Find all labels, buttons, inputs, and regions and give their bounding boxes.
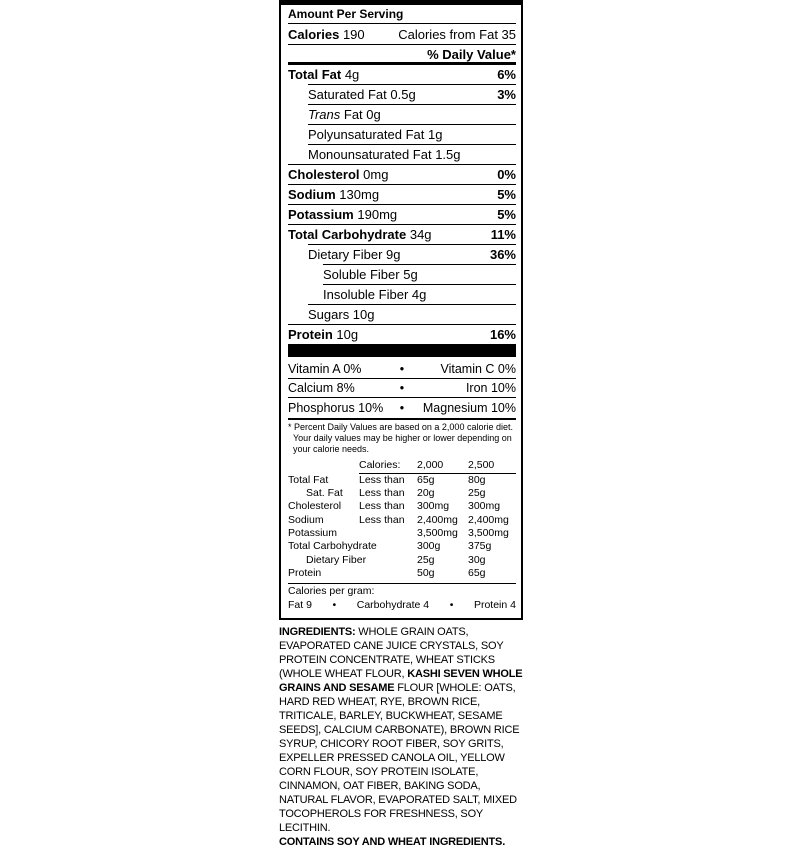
ingredients-panel: [279, 625, 523, 849]
calories-per-gram-values: Fat 9 • Carbohydrate 4 • Protein 4: [288, 599, 516, 611]
ingredients-line: PROTEIN CONCENTRATE, WHEAT STICKS: [279, 654, 495, 666]
nutrient-row-protein: Protein 10g 16%: [288, 326, 516, 342]
nutrient-row-soluble-fiber: Soluble Fiber 5g: [323, 266, 418, 282]
divider: [288, 418, 516, 420]
nutrient-row-sodium: Sodium 130mg 5%: [288, 186, 516, 202]
calories-value: 190: [342, 26, 365, 42]
nutrition-facts-label: Amount Per Serving Calories 190 Calories from Fat 35 % Daily Value* Total Fat 4g 6% Saturated Fat 0.5g 3% Trans Fat 0g Polyunsaturated Fat 1g Monounsaturated Fat 1.5g Cholesterol 0mg 0% Sodium 130mg 5% Potassium 190mg 5% Total Carbohydrate 34g 11% Dietary Fiber 9g 36% Soluble Fiber 5g Insoluble Fiber 4g Sugars 10g Protein 10g 16% Vitamin A 0% • Vitamin C 0% Calcium 8% • Iron 10% Phosphorus 10% • Magnesium 10% * Percent Daily Values are based on a 2,000 calorie diet. Your daily values may be higher or lower depending on your calorie needs. Calories: 2,000 2,500 Total Fat Less than 65g 80g Sat. Fat Less than 20g 25g Cholesterol Less than 300mg 300mg Sodium Less than 2,400mg 2,400mg Potassium 3,500mg 3,500mg Total Carbohydrate 300g 375g Dietary Fiber 25g 30g Protein 50g 65g Calories per gram: Fat 9 • Carbohydrate 4 • Protein 4: [279, 0, 523, 620]
ingredients-line: INGREDIENTS: WHOLE GRAIN OATS,: [279, 626, 469, 638]
amount-per-serving: Amount Per Serving: [288, 7, 404, 21]
divider: [288, 583, 516, 584]
ingredients-line: CORN FLOUR, SOY PROTEIN ISOLATE,: [279, 766, 479, 778]
ingredients-line: GRAINS AND SESAME FLOUR [WHOLE: OATS,: [279, 682, 516, 694]
ingredients-line: LECITHIN.: [279, 822, 331, 834]
vitamin-row: Phosphorus 10% • Magnesium 10%: [288, 401, 516, 415]
nutrient-row-sugars: Sugars 10g: [308, 306, 375, 322]
thick-bar: [288, 344, 516, 357]
calories-from-fat: Calories from Fat 35: [398, 26, 516, 42]
ingredients-line: CINNAMON, OAT FIBER, BAKING SODA,: [279, 780, 481, 792]
ingredients-line: EVAPORATED CANE JUICE CRYSTALS, SOY: [279, 640, 504, 652]
nutrient-row-saturated-fat: Saturated Fat 0.5g 3%: [308, 86, 516, 102]
nutrient-row-insoluble-fiber: Insoluble Fiber 4g: [323, 286, 427, 302]
calories-per-gram: Calories per gram:: [288, 585, 375, 597]
nutrient-row-monounsaturated-fat: Monounsaturated Fat 1.5g: [308, 146, 461, 162]
ingredients-line: NATURAL FLAVOR, EVAPORATED SALT, MIXED: [279, 794, 517, 806]
calories-label: Calories: [288, 26, 340, 42]
nutrient-row-total-carbohydrate: Total Carbohydrate 34g 11%: [288, 226, 516, 242]
nutrient-row-total-fat: Total Fat 4g 6%: [288, 66, 516, 82]
nutrient-row-dietary-fiber: Dietary Fiber 9g 36%: [308, 246, 516, 262]
allergen-statement: CONTAINS SOY AND WHEAT INGREDIENTS.: [279, 836, 506, 848]
ingredients-line: HARD RED WHEAT, RYE, BROWN RICE,: [279, 696, 480, 708]
ingredients-line: TRITICALE, BARLEY, BUCKWHEAT, SESAME: [279, 710, 503, 722]
ingredients-line: TOCOPHEROLS FOR FRESHNESS, SOY: [279, 808, 484, 820]
footnote: * Percent Daily Values are based on a 2,000 calorie diet. Your daily values may be higher or lower depending on your calorie needs.: [288, 422, 513, 454]
ingredients-line: (WHOLE WHEAT FLOUR, KASHI SEVEN WHOLE: [279, 668, 523, 680]
nutrient-row-potassium: Potassium 190mg 5%: [288, 206, 516, 222]
nutrient-row-cholesterol: Cholesterol 0mg 0%: [288, 166, 516, 182]
daily-value-header: % Daily Value*: [427, 46, 516, 62]
ingredients-line: SEEDS], CALCIUM CARBONATE), BROWN RICE: [279, 724, 520, 736]
vitamin-row: Vitamin A 0% • Vitamin C 0%: [288, 362, 516, 376]
nutrient-row-trans-fat: Trans Fat 0g: [308, 106, 381, 122]
ingredients-line: EXPELLER PRESSED CANOLA OIL, YELLOW: [279, 752, 505, 764]
vitamin-row: Calcium 8% • Iron 10%: [288, 381, 516, 395]
nutrient-row-polyunsaturated-fat: Polyunsaturated Fat 1g: [308, 126, 443, 142]
calories-row: [288, 24, 516, 44]
ingredients-line: SYRUP, CHICORY ROOT FIBER, SOY GRITS,: [279, 738, 504, 750]
